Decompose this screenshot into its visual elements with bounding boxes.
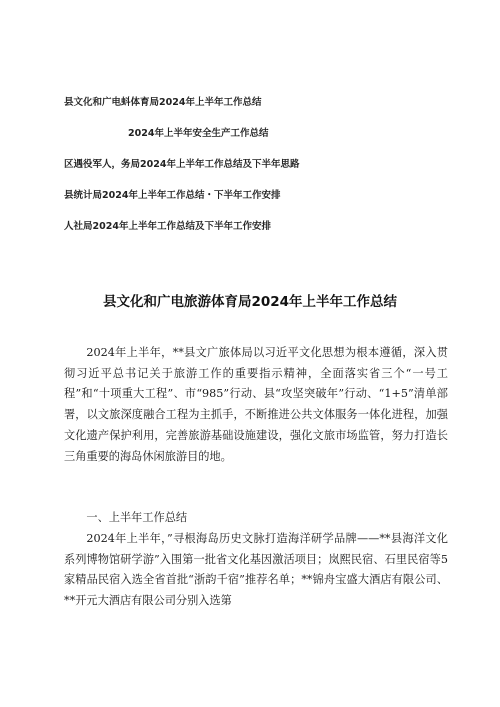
section-heading: 一、上半年工作总结 bbox=[86, 511, 188, 524]
document-title: 县文化和广电旅游体育局2024年上半年工作总结 bbox=[102, 294, 398, 310]
toc-item-3[interactable]: 区遇役军人，务局2024年上半年工作总结及下半年思路 bbox=[64, 159, 300, 170]
body-paragraph: 2024年上半年，”寻根海岛历史文脉打造海洋研学品牌——**县海洋文化系列博物馆研学游”入围第一批省文化基因激活项目；岚熙民宿、石里民宿等5家精品民宿入选全省首批“浙韵千宿”推荐名单；**锦舟宝盛大酒店有限公司、**开元大酒店有限公司分别入选第 bbox=[64, 532, 448, 608]
toc-item-1[interactable]: 县文化和广电蚪体育局2024年上半年工作总结 bbox=[64, 97, 262, 108]
toc-item-4[interactable]: 县统计局2024年上半年工作总结・下半年工作安排 bbox=[64, 190, 281, 201]
toc-item-5[interactable]: 人社局2024年上半年工作总结及下半年工作安排 bbox=[64, 221, 271, 232]
toc-item-2[interactable]: 2024年上半年安全生产工作总结 bbox=[128, 128, 269, 139]
body-paragraph: 2024年上半年，**县文广旅体局以习近平文化思想为根本遵循，深入贯彻习近平总书记关于旅游工作的重要指示精神，全面落实省三个“一号工程”和“十项重大工程”、市“985”行动、县“攻坚突破年”行动、“1+5”清单部署，以文旅深度融合工程为主抓手，不断推进公共文体服务一体化进程，加强文化遗产保护利用，完善旅游基础设施建设，强化文旅市场监管，努力打造长三角重要的海岛休闲旅游目的地。 bbox=[64, 346, 448, 463]
